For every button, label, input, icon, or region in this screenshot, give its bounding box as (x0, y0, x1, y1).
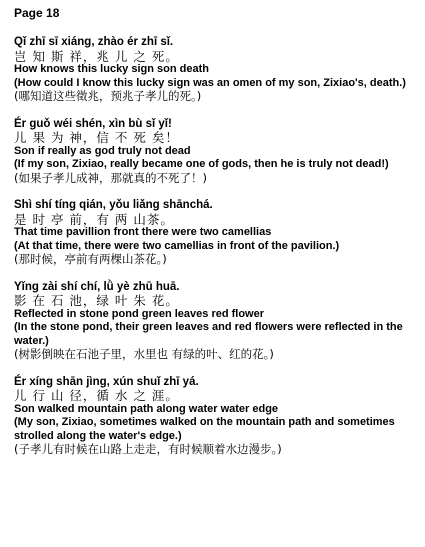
chinese-characters-line: 是 时 亭 前，有 两 山茶。 (14, 211, 174, 227)
pinyin-line: Shì shí tíng qián, yǒu liǎng shānchá. (14, 199, 213, 211)
verse-stanza-5 (14, 376, 415, 457)
chinese-characters-line: 儿 行 山 径，循 水 之 涯。 (14, 388, 179, 403)
word-gloss-line: How knows this lucky sign son death (14, 63, 209, 75)
word-gloss-line: Reflected in stone pond green leaves red flower (14, 307, 265, 320)
word-gloss-line: That time pavillion front there were two camellias (14, 226, 272, 238)
pinyin-line: Yǐng zài shí chí, lǜ yè zhū huā. (14, 280, 180, 293)
pinyin-line: Ér xíng shān jìng, xún shuǐ zhī yá. (14, 375, 199, 388)
english-translation: (If my son, Zixiao, really became one of gods, then he is truly not dead!) (14, 158, 389, 170)
chinese-translation: (树影倒映在石池子里，水里也 有绿的叶、红的花。) (14, 347, 274, 361)
chinese-characters-line: 儿 果 为 神，信 不 死 矣！ (14, 130, 179, 145)
verse-stanza-4 (14, 281, 415, 362)
word-gloss-line: Son if really as god truly not dead (14, 144, 191, 157)
word-gloss-line: Son walked mountain path along water water edge (14, 402, 279, 415)
chinese-characters-line: 影 在 石 池，绿 叶 朱 花。 (14, 293, 179, 308)
english-translation: (At that time, there were two camellias in front of the pavilion.) (14, 239, 340, 252)
english-translation: (In the stone pond, their green leaves and red flowers were reflected in the water.) (14, 321, 403, 347)
verse-stanza-2 (14, 118, 415, 186)
verse-stanza-1 (14, 36, 415, 104)
page-number: Page 18 (14, 6, 60, 20)
chinese-translation: (哪知道这些徵兆，预兆子孝儿的死。) (14, 89, 202, 103)
verse-stanza-3 (14, 199, 415, 267)
pinyin-line: Qǐ zhī sī xiáng, zhào ér zhī sǐ. (14, 36, 174, 48)
chinese-translation: (如果子孝儿成神，那就真的不死了！) (14, 170, 207, 185)
english-translation: (How could I know this lucky sign was an omen of my son, Zixiao's, death.) (14, 76, 406, 89)
pinyin-line: Ér guǒ wéi shén, xìn bù sǐ yǐ! (14, 117, 172, 130)
chinese-translation: (子孝儿有时候在山路上走走，有时候顺着水边漫步。) (14, 442, 282, 456)
english-translation: (My son, Zixiao, sometimes walked on the mountain path and sometimes strolled along the water's edge.) (14, 416, 395, 442)
chinese-translation: (那时候，亭前有两棵山茶花。) (14, 252, 167, 266)
chinese-characters-line: 岂 知 斯 祥，兆 儿 之 死。 (14, 48, 179, 64)
